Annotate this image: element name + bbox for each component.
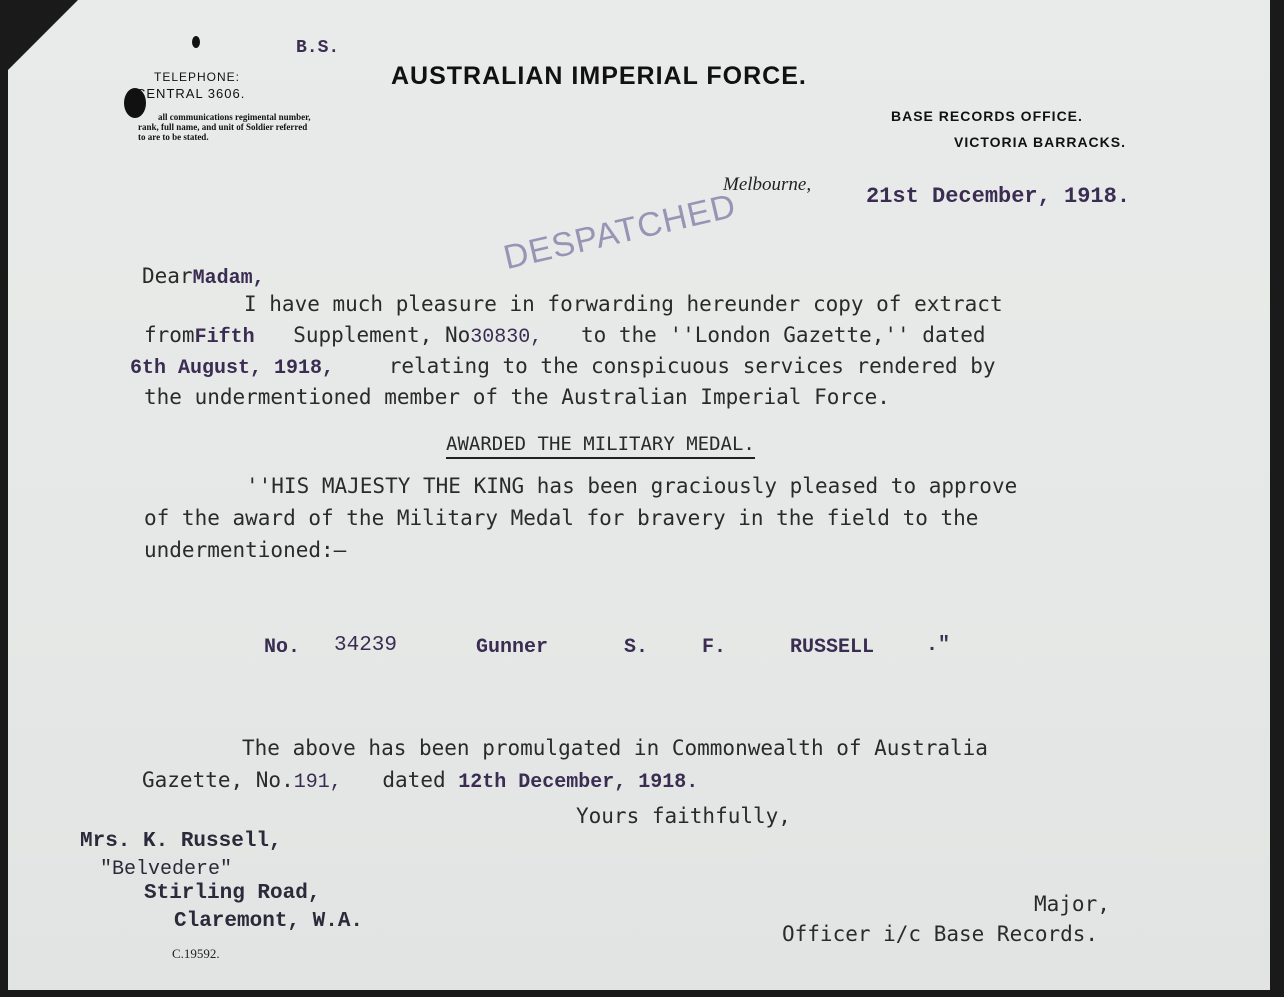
supplement-number: 30830, (470, 326, 543, 349)
promulgated-line-2: Gazette, No.191, dated 12th December, 1918. (142, 768, 699, 794)
instruction-note: all communications regimental number, rank, full name, and unit of Soldier referred to are to be stated. (138, 112, 311, 142)
signatory-title: Officer i/c Base Records. (782, 922, 1099, 946)
letter-date: 21st December, 1918. (866, 184, 1131, 209)
soldier-initial-1: S. (624, 636, 649, 659)
soldier-initial-2: F. (702, 636, 727, 659)
quote-line-2: of the award of the Military Medal for bravery in the field to the (144, 506, 979, 530)
quote-line-3: undermentioned:— (144, 538, 347, 562)
ink-mark (192, 36, 200, 48)
signatory-rank: Major, (1034, 892, 1110, 916)
commonwealth-gazette-date: 12th December, 1918. (458, 771, 699, 794)
supplement-fill: Fifth (194, 326, 255, 349)
gazette-number: 191, (293, 771, 342, 794)
addressee-suburb: Claremont, W.A. (174, 910, 364, 933)
gazette-date-fill: 6th August, 1918, (130, 357, 335, 380)
promulgated-line-1: The above has been promulgated in Commonwealth of Australia (242, 736, 988, 760)
soldier-number-label: No. (264, 636, 301, 659)
despatched-stamp: DESPATCHED (500, 186, 740, 278)
soldier-number: 34239 (334, 634, 398, 657)
soldier-rank: Gunner (476, 636, 549, 659)
addressee-house: "Belvedere" (100, 858, 233, 881)
addressee-name: Mrs. K. Russell, (80, 830, 282, 853)
office-line-1: BASE RECORDS OFFICE. (891, 108, 1083, 124)
telephone-label: TELEPHONE: (154, 70, 241, 84)
organization-title: AUSTRALIAN IMPERIAL FORCE. (391, 62, 807, 90)
soldier-close-quote: ." (926, 634, 951, 657)
folded-corner (8, 0, 78, 70)
telephone-number: CENTRAL 3606. (136, 86, 246, 101)
quote-line-1: ''HIS MAJESTY THE KING has been graciously pleased to approve (246, 474, 1018, 498)
office-line-2: VICTORIA BARRACKS. (954, 134, 1127, 150)
salutation: DearMadam, (142, 264, 265, 290)
salutation-fill: Madam, (192, 267, 265, 290)
reference-code: B.S. (296, 38, 340, 58)
body-line-3: 6th August, 1918, relating to the conspicuous services rendered by (130, 354, 996, 380)
letter-page (8, 0, 1270, 990)
body-line-2: fromFifth Supplement, No30830, to the ''London Gazette,'' dated (144, 323, 986, 349)
form-code: C.19592. (172, 946, 220, 961)
body-line-1: I have much pleasure in forwarding hereunder copy of extract (244, 292, 1003, 316)
body-line-4: the undermentioned member of the Australian Imperial Force. (144, 385, 890, 409)
city-label: Melbourne, (723, 174, 812, 195)
award-heading: AWARDED THE MILITARY MEDAL. (446, 433, 755, 459)
addressee-street: Stirling Road, (144, 882, 321, 905)
soldier-surname: RUSSELL (790, 636, 875, 659)
closing: Yours faithfully, (576, 804, 791, 828)
